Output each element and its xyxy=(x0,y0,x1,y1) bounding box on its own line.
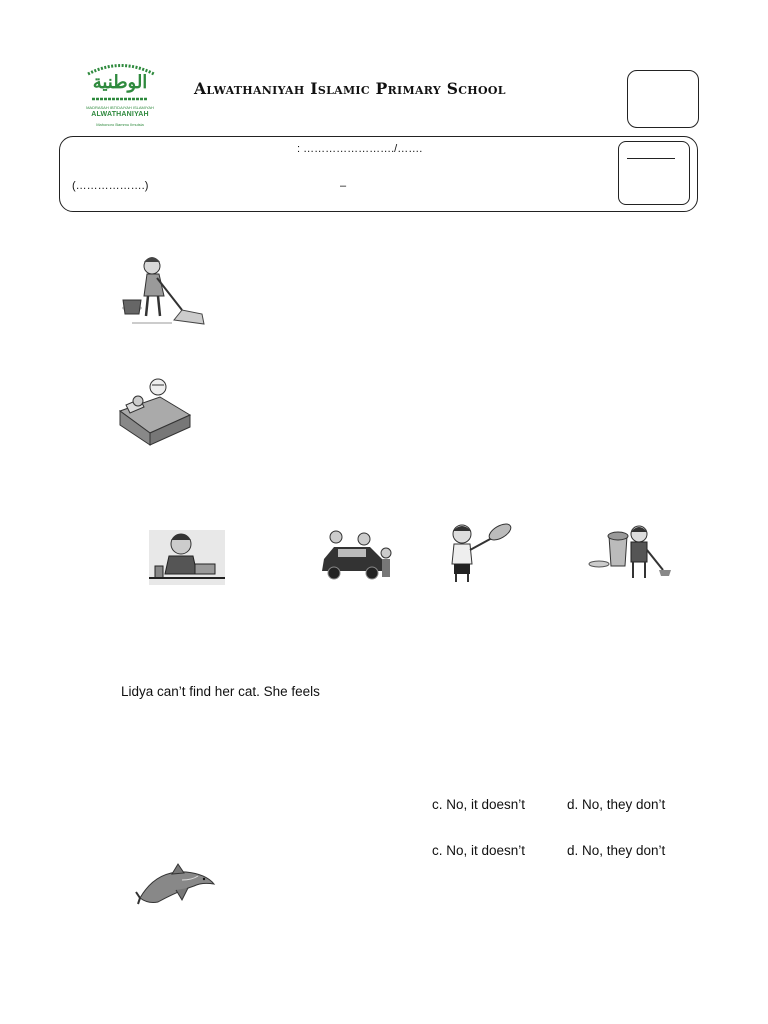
school-name: Alwathaniyah Islamic Primary School xyxy=(194,79,506,98)
dolphin-image xyxy=(136,862,216,906)
logo-subtitle-1: MADRASAH IBTIDAIYAH ISLAMIYAH xyxy=(86,105,154,110)
boy-cooking-image xyxy=(149,530,225,585)
sick-in-bed-image xyxy=(116,375,192,447)
score-box xyxy=(627,70,699,128)
logo-brand: ALWATHANIYAH xyxy=(91,111,149,118)
logo-arabic-name: الوطنية xyxy=(92,72,148,93)
grade-box xyxy=(618,141,690,205)
boy-sweeping-image xyxy=(585,522,673,582)
dash-separator: – xyxy=(340,180,347,192)
option-d-row2[interactable]: d. No, they don’t xyxy=(567,843,666,858)
school-logo xyxy=(80,62,162,134)
logo-subtitle-2: Mahonoro Bammu Ilmuisia xyxy=(96,122,144,127)
date-field[interactable]: : ……………………./……. xyxy=(297,143,423,155)
logo-motto xyxy=(80,96,160,103)
boy-dusting-image xyxy=(448,522,512,584)
washing-car-image xyxy=(320,527,396,583)
option-c-row2[interactable]: c. No, it doesn’t xyxy=(432,843,526,858)
grade-line xyxy=(627,158,675,159)
feeling-question: Lidya can’t find her cat. She feels xyxy=(121,684,320,699)
name-field[interactable]: (……………….) xyxy=(72,180,149,192)
mopping-girl-image xyxy=(112,250,216,326)
option-c-row1[interactable]: c. No, it doesn’t xyxy=(432,797,526,812)
option-d-row1[interactable]: d. No, they don’t xyxy=(567,797,666,812)
